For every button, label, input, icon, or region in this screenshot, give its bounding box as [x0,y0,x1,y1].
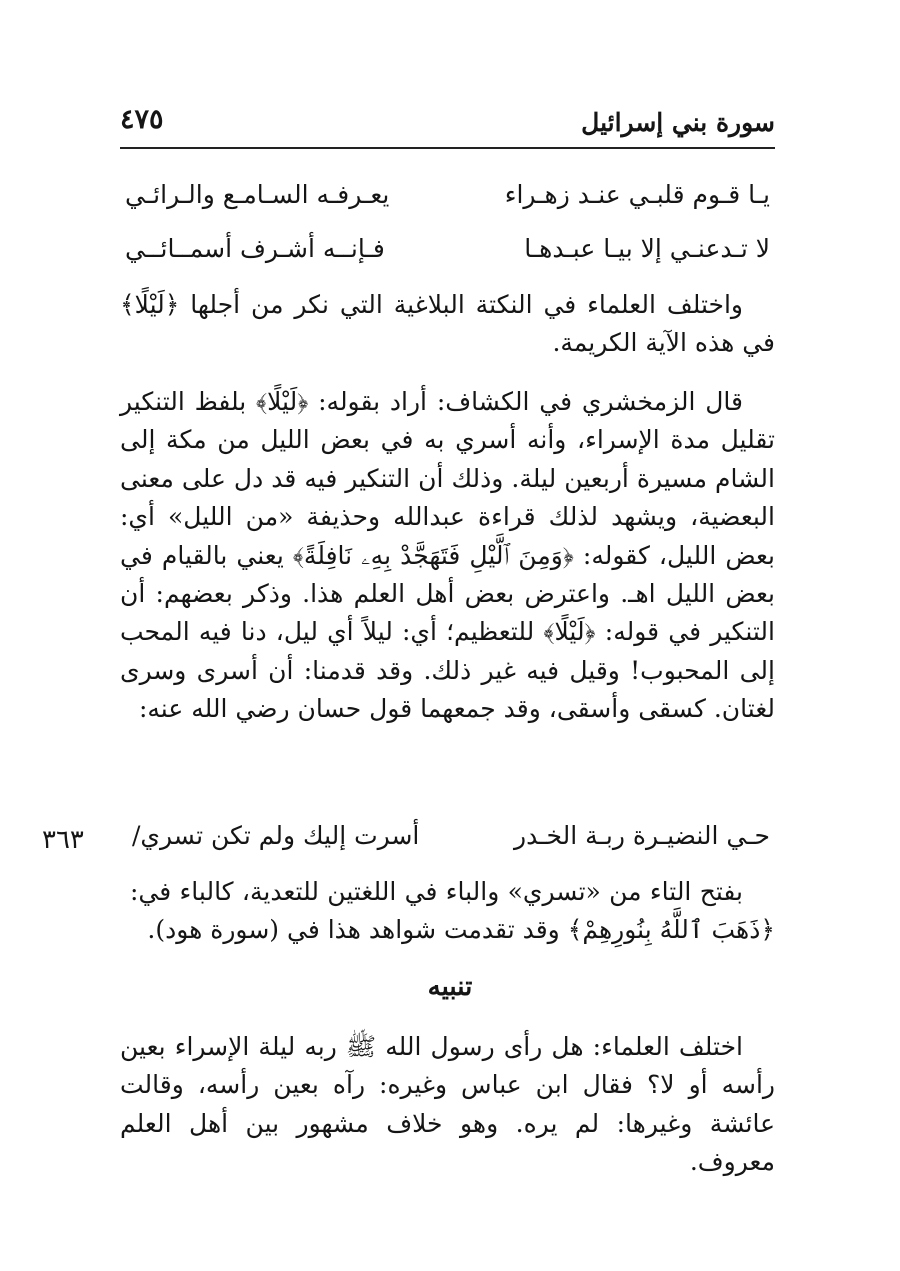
surah-title: سورة بني إسرائيل [581,108,775,137]
running-header [120,100,775,148]
verse-3-second-hemistich: أسرت إليك ولم تكن تسري/ [132,821,420,850]
poem-verse-2 [125,228,770,274]
poem-verse-hassan [132,815,770,861]
paragraph-rhetorical-point: واختلف العلماء في النكتة البلاغية التي نكر من أجلها ﴿لَيْلًا﴾ في هذه الآية الكريمة. [120,290,775,358]
poem-verse-1 [125,174,770,220]
verse-2-second-hemistich: فـإنــه أشـرف أسمــائــي [125,234,385,263]
verse-1-second-hemistich: يعـرفـه السـامـع والـرائـي [125,180,390,209]
verse-3-first-hemistich: حـي النضيـرة ربـة الخـدر [514,821,770,850]
verse-1-first-hemistich: يـا قـوم قلبـي عنـد زهـراء [504,180,770,209]
header-divider [120,147,775,149]
margin-reference-number: ٣٦٣ [42,825,84,855]
paragraph-vision-dispute: اختلف العلماء: هل رأى رسول الله ﷺ ربه ليلة الإسراء بعين رأسه أو لا؟ فقال ابن عباس وغيره: رآه بعين رأسه، وقالت عائشة وغيرها: لم يره. وهو خلاف مشهور بين أهل العلم معروف. [120,1032,775,1177]
paragraph-zamakhshari: قال الزمخشري في الكشاف: أراد بقوله: ﴿لَيْلًا﴾ بلفظ التنكير تقليل مدة الإسراء، وأنه أسري به في بعض الليل من مكة إلى الشام مسيرة أربعين ليلة. وذلك أن التنكير فيه قد دل على معنى البعضية، ويشهد لذلك قراءة عبدالله وحذيفة «من الليل» أي: بعض الليل، كقوله: ﴿وَمِنَ ٱلَّيْلِ فَتَهَجَّدْ بِهِۦ نَافِلَةً﴾ يعني بالقيام في بعض الليل اهـ. واعترض بعض أهل العلم هذا. وذكر بعضهم: أن التنكير في قوله: ﴿لَيْلًا﴾ للتعظيم؛ أي: ليلاً أي ليل، دنا فيه المحب إلى المحبوب! وقيل فيه غير ذلك. وقد قدمنا: أن أسرى وسرى لغتان. كسقى وأسقى، وقد جمعهما قول حسان رضي الله عنه: [120,387,775,724]
section-heading: تنبيه [427,972,473,1002]
paragraph-ta-explanation: بفتح التاء من «تسري» والباء في اللغتين للتعدية، كالباء في: ﴿ذَهَبَ ٱللَّهُ بِنُورِهِمْ﴾ وقد تقدمت شواهد هذا في (سورة هود). [130,877,775,945]
verse-2-first-hemistich: لا تـدعنـي إلا بيـا عبـدهـا [524,234,770,263]
page-number: ٤٧٥ [120,104,164,135]
